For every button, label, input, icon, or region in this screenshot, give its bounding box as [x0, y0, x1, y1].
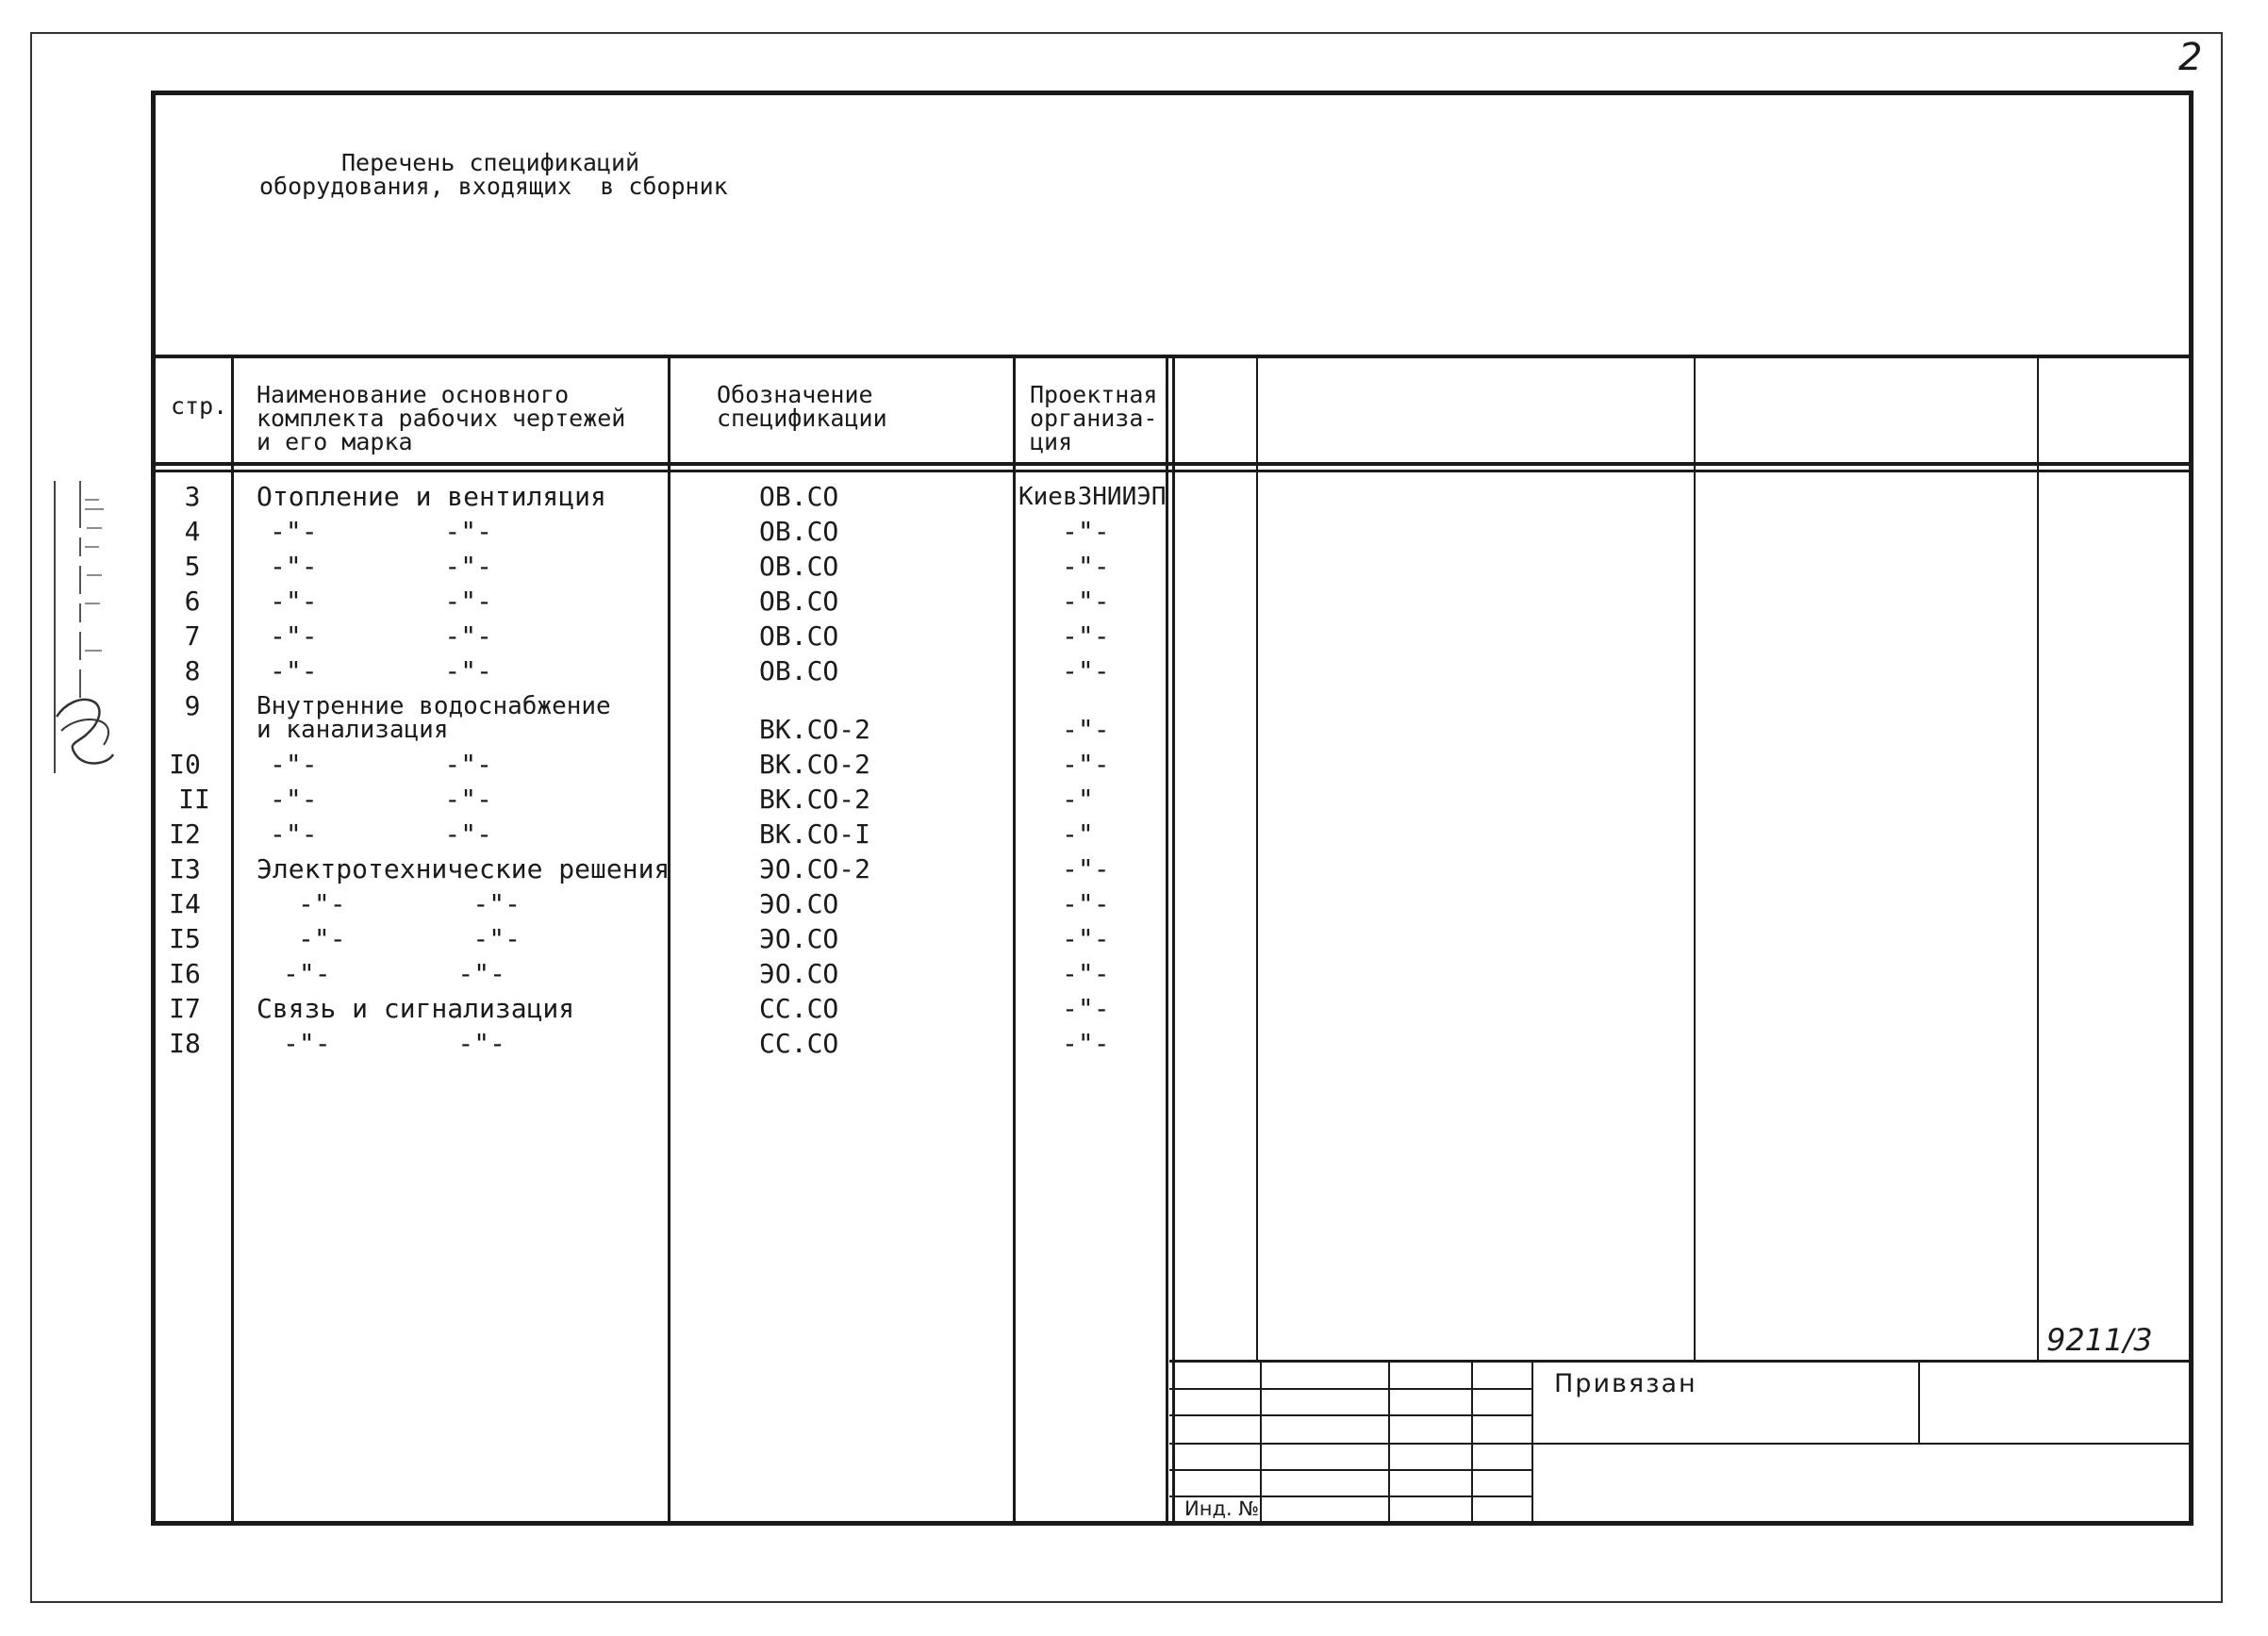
row-spec: ВК.СО-2	[759, 749, 871, 780]
row-page: 4	[184, 516, 201, 547]
col-divider-1	[231, 356, 234, 1523]
row-org: -"-	[1062, 655, 1110, 686]
row-spec: ВК.СО-2	[759, 784, 871, 815]
row-org: -"-	[1062, 516, 1110, 547]
right-col-divider-2	[1694, 356, 1696, 1360]
row-spec: ЭО.СО	[759, 888, 839, 919]
row-page: 6	[184, 586, 201, 617]
row-org: -"-	[1062, 620, 1110, 652]
sheet-number: 2	[2178, 36, 2203, 79]
row-org: -"	[1062, 818, 1094, 850]
row-spec: ОВ.СО	[759, 551, 839, 582]
stamp-col-2	[1388, 1360, 1390, 1523]
row-name: -"- -"-	[283, 1028, 506, 1059]
row-page: 5	[184, 551, 201, 582]
stamp-row-line-2	[1169, 1414, 1532, 1416]
row-name: Отопление и вентиляция	[257, 481, 606, 512]
row-spec: ОВ.СО	[759, 620, 839, 652]
row-spec: ОВ.СО	[759, 516, 839, 547]
row-page: 8	[184, 655, 201, 686]
row-org: -"	[1062, 784, 1094, 815]
row-org: -"-	[1062, 551, 1110, 582]
row-name: -"- -"-	[270, 655, 493, 686]
row-name: -"- -"-	[270, 586, 493, 617]
header-page: стр.	[171, 392, 228, 420]
row-spec: ОВ.СО	[759, 481, 839, 512]
row-org: -"-	[1062, 714, 1110, 745]
row-page: I2	[169, 818, 201, 850]
row-name: -"- -"-	[270, 551, 493, 582]
row-org: -"-	[1062, 958, 1110, 989]
row-spec: ОВ.СО	[759, 655, 839, 686]
col-divider-3	[1013, 356, 1016, 1523]
stamp-col-4	[1531, 1360, 1533, 1523]
row-org: -"-	[1062, 853, 1110, 884]
row-page: 3	[184, 481, 201, 512]
row-org: -"-	[1062, 586, 1110, 617]
col-divider-4b	[1172, 356, 1175, 1523]
stamp-row-line-1	[1169, 1388, 1532, 1390]
row-page: I3	[169, 853, 201, 884]
col-divider-4	[1166, 356, 1168, 1523]
row-name: -"- -"-	[270, 620, 493, 652]
row-org: -"-	[1062, 993, 1110, 1024]
row-name: Электротехнические решения	[257, 853, 670, 884]
row-spec: ВК.СО-I	[759, 818, 871, 850]
row-page: I5	[169, 923, 201, 954]
row-org: КиевЗНИИЭП	[1018, 483, 1167, 511]
right-col-divider-1	[1256, 356, 1258, 1360]
stamp-col-5	[1918, 1360, 1920, 1443]
row-org: -"-	[1062, 888, 1110, 919]
header-org: Проектная организа- ция	[1030, 381, 1158, 455]
row-spec: СС.СО	[759, 993, 839, 1024]
row-org: -"-	[1062, 749, 1110, 780]
row-name: -"- -"-	[298, 923, 521, 954]
row-page: I6	[169, 958, 201, 989]
col-divider-2	[668, 356, 670, 1523]
header-name: Наименование основного комплекта рабочих чертежей и его марка	[257, 381, 626, 455]
row-spec: ЭО.СО-2	[759, 853, 871, 884]
row-name: -"- -"-	[298, 888, 521, 919]
row-page: 9	[184, 690, 201, 721]
stamp-row-line-4	[1169, 1469, 1532, 1471]
inventory-label: Инд. №	[1184, 1497, 1260, 1520]
margin-signature	[28, 471, 132, 783]
row-name: -"- -"-	[270, 784, 493, 815]
row-page: I7	[169, 993, 201, 1024]
stamp-row-line-3	[1169, 1443, 2194, 1445]
row-org: -"-	[1062, 923, 1110, 954]
right-col-divider-3	[2037, 356, 2039, 1360]
row-org: -"-	[1062, 1028, 1110, 1059]
row-page: 7	[184, 620, 201, 652]
header-spec: Обозначение спецификации	[717, 381, 887, 432]
document-code: 9211/3	[2046, 1322, 2153, 1358]
row-spec: ЭО.СО	[759, 958, 839, 989]
row-name: Связь и сигнализация	[257, 993, 575, 1024]
row-spec: ВК.СО-2	[759, 714, 871, 745]
bound-label: Привязан	[1554, 1369, 1697, 1398]
stamp-col-3	[1471, 1360, 1473, 1523]
row-name: -"- -"-	[270, 516, 493, 547]
row-name: -"- -"-	[270, 818, 493, 850]
stamp-top-line	[1169, 1360, 2194, 1363]
row-page: I8	[169, 1028, 201, 1059]
row-name: -"- -"-	[270, 749, 493, 780]
stamp-col-1	[1260, 1360, 1262, 1523]
row-page: I0	[169, 749, 201, 780]
title-line-1: Перечень спецификаций	[341, 149, 640, 176]
row-page: I4	[169, 888, 201, 919]
row-page: II	[178, 784, 210, 815]
row-name: Внутренние водоснабжение и канализация	[257, 692, 611, 744]
row-spec: СС.СО	[759, 1028, 839, 1059]
row-spec: ОВ.СО	[759, 586, 839, 617]
title-line-2: оборудования, входящих в сборник	[259, 173, 728, 200]
row-name: -"- -"-	[283, 958, 506, 989]
row-spec: ЭО.СО	[759, 923, 839, 954]
